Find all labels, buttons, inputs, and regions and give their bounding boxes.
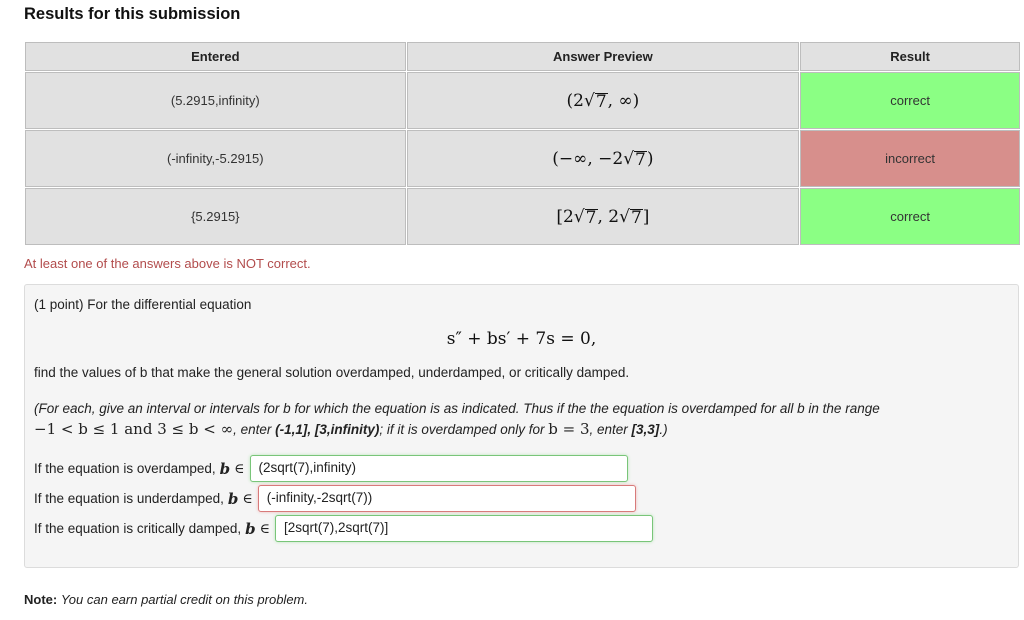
element-of-symbol: ∈: [259, 520, 270, 537]
instructions-line-1: (For each, give an interval or intervals for b for which the equation is as indicated. Thus if the the equation is overdamped for all b in the range: [34, 401, 880, 416]
entered-cell: (-infinity,-5.2915): [25, 130, 407, 188]
footer-note: [24, 592, 308, 607]
note-text: You can earn partial credit on this problem.: [60, 592, 308, 607]
underdamped-row: [34, 485, 636, 512]
answer-preview-cell: [406, 188, 800, 246]
warning-message: At least one of the answers above is NOT correct.: [24, 256, 311, 271]
table-row: [25, 188, 1021, 246]
results-table: [24, 41, 1021, 246]
problem-intro: (1 point) For the differential equation: [34, 297, 252, 312]
answer-preview-math: [2 √ 7 , 2 √ 7 ]: [556, 206, 650, 228]
answer-preview-math: (2 √ 7 , ∞): [566, 90, 640, 112]
element-of-symbol: ∈: [242, 490, 253, 507]
instructions-math-b3: b = 3: [548, 420, 590, 438]
result-cell-incorrect: incorrect: [800, 130, 1021, 188]
entered-cell: (5.2915,infinity): [25, 72, 407, 130]
critically-damped-answer-input[interactable]: [2sqrt(7),2sqrt(7)]: [275, 515, 653, 542]
problem-find-text: find the values of b that make the general solution overdamped, underdamped, or critically damped.: [34, 365, 630, 380]
table-row: [25, 72, 1021, 130]
instructions-example-1: (-1,1], [3,infinity): [275, 422, 380, 437]
overdamped-row: [34, 455, 628, 482]
table-row: [25, 130, 1021, 188]
instructions-text-2: if it is overdamped only for: [386, 422, 545, 437]
answer-preview-cell: [406, 130, 800, 188]
answer-preview-math: (−∞, −2 √ 7 ): [552, 148, 654, 170]
result-cell-correct: correct: [800, 188, 1021, 246]
header-answer-preview: Answer Preview: [406, 42, 800, 72]
b-symbol: b: [219, 459, 231, 478]
instructions-enter-2: enter: [597, 422, 628, 437]
page-title: Results for this submission: [24, 5, 241, 23]
entered-cell: {5.2915}: [25, 188, 407, 246]
overdamped-label: If the equation is overdamped,: [34, 461, 216, 476]
header-entered: Entered: [25, 42, 407, 72]
instructions-math-range: −1 < b ≤ 1 and 3 ≤ b < ∞: [34, 420, 234, 438]
instructions-enter-1: enter: [240, 422, 272, 437]
critically-damped-label: If the equation is critically damped,: [34, 521, 242, 536]
overdamped-answer-input[interactable]: (2sqrt(7),infinity): [250, 455, 628, 482]
note-label: Note:: [24, 592, 58, 607]
critically-damped-row: [34, 515, 653, 542]
table-header-row: [25, 42, 1021, 72]
underdamped-answer-input[interactable]: (-infinity,-2sqrt(7)): [258, 485, 636, 512]
b-symbol: b: [245, 519, 256, 538]
instructions-example-2: [3,3]: [631, 422, 660, 437]
underdamped-label: If the equation is underdamped,: [34, 491, 224, 506]
problem-instructions: (For each, give an interval or intervals for b for which the equation is as indicated. Thus if the the equation is overdamped for all b in the range −1 < b ≤ 1 and 3 ≤ b < ∞, enter (-1,1], [3,infinity); if it is overdamped only for b = 3, enter [3,3].): [34, 401, 880, 438]
answer-preview-cell: [406, 72, 800, 130]
element-of-symbol: ∈: [234, 460, 245, 477]
problem-equation: s″ + bs′ + 7s = 0,: [446, 329, 597, 349]
problem-panel: [24, 284, 1019, 568]
b-symbol: b: [227, 489, 239, 508]
header-result: Result: [800, 42, 1021, 72]
result-cell-correct: correct: [800, 72, 1021, 130]
